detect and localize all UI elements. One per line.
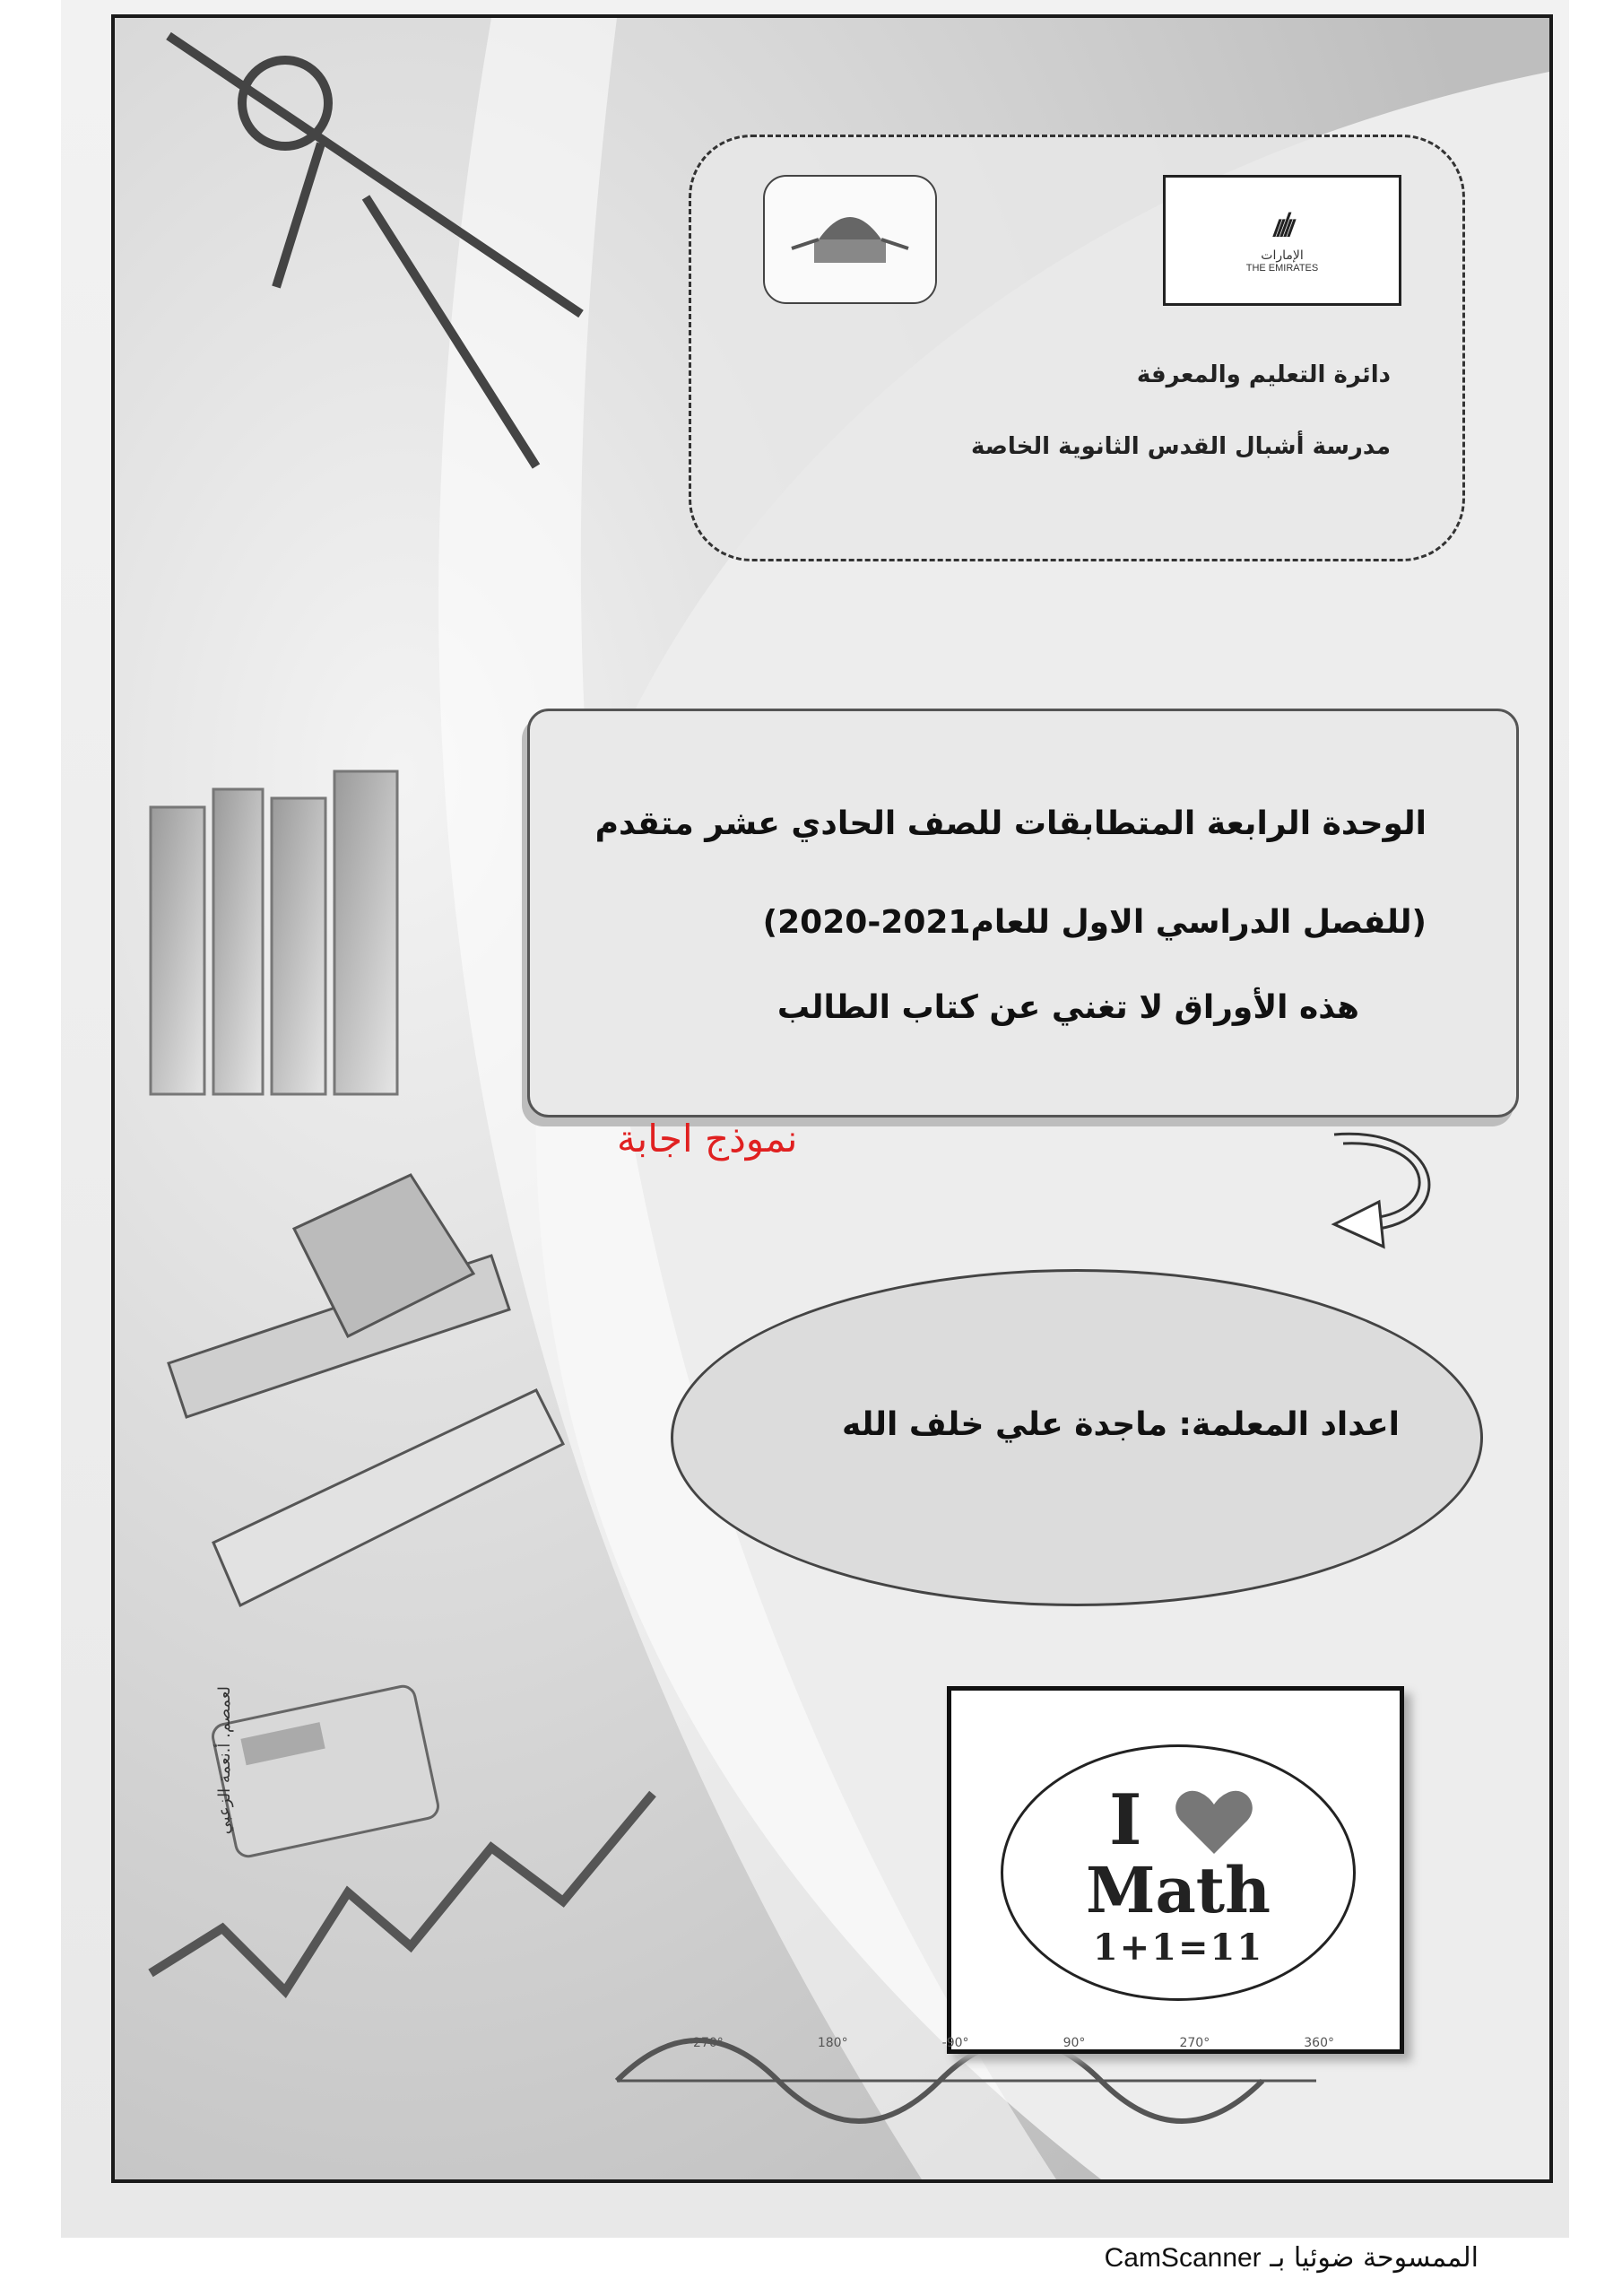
dome-emblem-icon	[765, 177, 935, 302]
scanner-footer	[1105, 2242, 1479, 2274]
math-logo-letter: I	[1109, 1779, 1142, 1861]
i-love-math-card	[947, 1686, 1404, 2054]
emirates-mark-icon: ıılıı	[1266, 207, 1298, 245]
pillars-icon	[151, 771, 397, 1094]
wave-axis-label: -90°	[941, 2036, 969, 2050]
answer-key-note: نموذج اجابة	[617, 1117, 798, 1161]
wave-axis-label: 360°	[1304, 2036, 1334, 2050]
school-name: مدرسة أشبال القدس الثانوية الخاصة	[970, 433, 1391, 460]
wave-axis-labels	[689, 2036, 1334, 2063]
school-logo	[763, 175, 937, 304]
math-logo-equation: 1+1=11	[1092, 1926, 1264, 1969]
curved-arrow-icon	[1316, 1117, 1478, 1260]
footer-prefix: الممسوحة ضوئيا بـ	[1270, 2242, 1479, 2274]
emirates-logo	[1163, 175, 1401, 306]
i-love-math-badge	[1001, 1744, 1356, 2001]
school-info-card	[689, 135, 1465, 561]
teacher-credit: اعداد المعلمة: ماجدة علي خلف الله	[842, 1406, 1400, 1443]
unit-title: الوحدة الرابعة المتطابقات للصف الحادي عشر متقدم	[594, 805, 1427, 842]
scanned-page	[61, 0, 1569, 2238]
wave-axis-label: 180°	[817, 2036, 848, 2050]
department-name: دائرة التعليم والمعرفة	[1136, 361, 1391, 388]
teacher-oval	[671, 1269, 1483, 1606]
disclaimer-line: هذه الأوراق لا تغني عن كتاب الطالب	[776, 989, 1359, 1026]
wave-axis-label: -270°	[689, 2036, 724, 2050]
wave-axis-label: 270°	[1179, 2036, 1210, 2050]
heart-icon	[1174, 1787, 1254, 1858]
side-note: لعمصم. أ.نعمة الزعبي	[215, 1686, 234, 1835]
semester-line: (للفصل الدراسي الاول للعام2021-2020)	[762, 904, 1427, 941]
emirates-logo-arabic: الإمارات	[1261, 248, 1304, 263]
unit-title-card	[527, 709, 1519, 1118]
footer-brand: CamScanner	[1104, 2243, 1262, 2273]
math-logo-word: Math	[1085, 1853, 1271, 1927]
emirates-logo-english: THE EMIRATES	[1245, 262, 1319, 274]
wave-axis-label: 90°	[1063, 2036, 1086, 2050]
page-frame	[111, 14, 1553, 2183]
